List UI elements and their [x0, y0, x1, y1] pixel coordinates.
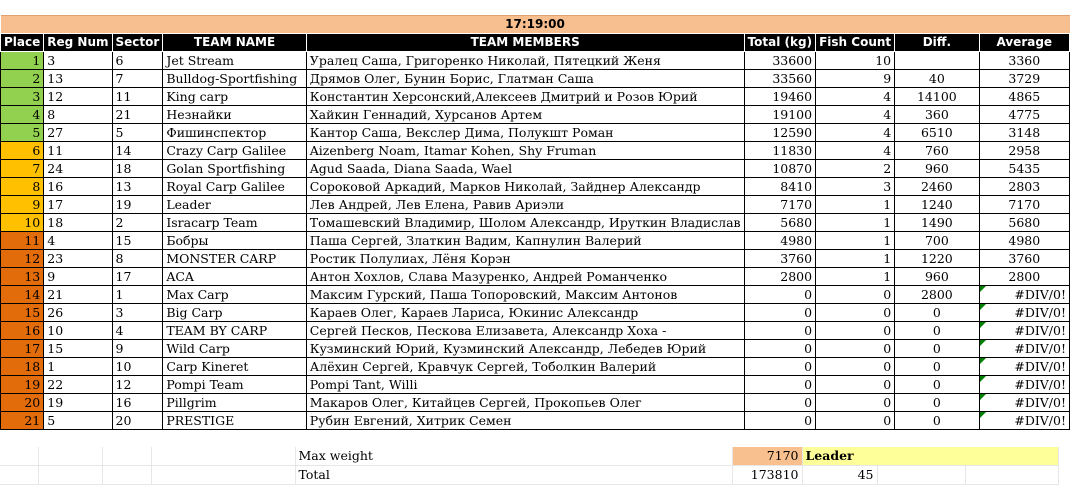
summary-table	[0, 447, 1059, 485]
total-cell[interactable]: 0	[744, 412, 816, 430]
fish-count-cell[interactable]: 1	[816, 196, 895, 214]
average-cell[interactable]	[979, 376, 1069, 394]
table-row	[1, 394, 1070, 412]
team-name-cell[interactable]: Carp Kineret	[163, 358, 306, 376]
sector-cell[interactable]: 14	[112, 142, 163, 160]
table-row	[1, 376, 1070, 394]
team-members-cell[interactable]: Караев Олег, Караев Лариса, Юкинис Александр	[306, 304, 744, 322]
average-cell[interactable]: 3360	[979, 52, 1069, 70]
total-cell[interactable]: 4980	[744, 232, 816, 250]
sector-cell[interactable]: 1	[112, 286, 163, 304]
diff-cell[interactable]: 0	[895, 322, 979, 340]
team-name-cell[interactable]: Isracarp Team	[163, 214, 306, 232]
empty-cell[interactable]	[877, 466, 965, 485]
team-members-cell[interactable]: Уралец Саша, Григоренко Николай, Пятецкий Женя	[306, 52, 744, 70]
error-indicator-icon	[980, 322, 986, 328]
average-cell[interactable]: 2803	[979, 178, 1069, 196]
leader-label[interactable]: Leader	[802, 447, 1058, 466]
sector-cell[interactable]: 18	[112, 160, 163, 178]
team-members-cell[interactable]: Дрямов Олег, Бунин Борис, Глатман Саша	[306, 70, 744, 88]
place-cell[interactable]: 2	[1, 70, 44, 88]
reg-num-cell[interactable]: 3	[44, 52, 112, 70]
diff-cell[interactable]: 0	[895, 376, 979, 394]
sector-cell[interactable]: 13	[112, 178, 163, 196]
team-name-cell[interactable]: King carp	[163, 88, 306, 106]
diff-cell[interactable]	[895, 52, 979, 70]
total-cell[interactable]: 33600	[744, 52, 816, 70]
reg-num-cell[interactable]: 12	[44, 88, 112, 106]
error-indicator-icon	[980, 376, 986, 382]
team-name-cell[interactable]: PRESTIGE	[163, 412, 306, 430]
average-cell[interactable]	[979, 322, 1069, 340]
diff-cell[interactable]: 2800	[895, 286, 979, 304]
sector-cell[interactable]: 17	[112, 268, 163, 286]
fish-count-cell[interactable]: 4	[816, 88, 895, 106]
team-name-cell[interactable]: Wild Carp	[163, 340, 306, 358]
total-cell[interactable]: 0	[744, 394, 816, 412]
sector-cell[interactable]: 21	[112, 106, 163, 124]
fish-count-cell[interactable]: 1	[816, 232, 895, 250]
average-cell[interactable]: 5680	[979, 214, 1069, 232]
total-cell[interactable]: 0	[744, 340, 816, 358]
diff-cell[interactable]: 40	[895, 70, 979, 88]
team-name-cell[interactable]: MONSTER CARP	[163, 250, 306, 268]
team-members-cell[interactable]: Хайкин Геннадий, Хурсанов Артем	[306, 106, 744, 124]
reg-num-cell[interactable]: 24	[44, 160, 112, 178]
team-name-cell[interactable]: Pompi Team	[163, 376, 306, 394]
place-cell[interactable]: 14	[1, 286, 44, 304]
sector-cell[interactable]: 11	[112, 88, 163, 106]
average-cell[interactable]: 4980	[979, 232, 1069, 250]
total-cell[interactable]: 5680	[744, 214, 816, 232]
average-cell[interactable]: 5435	[979, 160, 1069, 178]
diff-cell[interactable]: 0	[895, 340, 979, 358]
team-members-cell[interactable]: Алёхин Сергей, Кравчук Сергей, Тоболкин Валерий	[306, 358, 744, 376]
place-cell[interactable]: 8	[1, 178, 44, 196]
place-cell[interactable]: 15	[1, 304, 44, 322]
table-row	[1, 88, 1070, 106]
table-row	[1, 250, 1070, 268]
fish-count-cell[interactable]: 0	[816, 286, 895, 304]
reg-num-cell[interactable]: 9	[44, 268, 112, 286]
average-cell[interactable]	[979, 286, 1069, 304]
error-indicator-icon	[980, 394, 986, 400]
total-cell[interactable]: 12590	[744, 124, 816, 142]
place-cell[interactable]: 18	[1, 358, 44, 376]
team-members-cell[interactable]: Кузминский Юрий, Кузминский Александр, Лебедев Юрий	[306, 340, 744, 358]
fish-count-cell[interactable]: 0	[816, 340, 895, 358]
place-cell[interactable]: 5	[1, 124, 44, 142]
results-table	[0, 15, 1070, 430]
reg-num-cell[interactable]: 5	[44, 412, 112, 430]
team-name-cell[interactable]: Golan Sportfishing	[163, 160, 306, 178]
header-total[interactable]: Total (kg)	[744, 34, 816, 52]
place-cell[interactable]: 21	[1, 412, 44, 430]
sector-cell[interactable]: 6	[112, 52, 163, 70]
team-members-cell[interactable]: Сороковой Аркадий, Марков Николай, Зайднер Александр	[306, 178, 744, 196]
team-members-cell[interactable]: Константин Херсонский,Алексеев Дмитрий и Розов Юрий	[306, 88, 744, 106]
diff-cell[interactable]: 0	[895, 304, 979, 322]
table-row	[1, 340, 1070, 358]
team-name-cell[interactable]: Crazy Carp Galilee	[163, 142, 306, 160]
fish-count-cell[interactable]: 10	[816, 52, 895, 70]
fish-count-cell[interactable]: 4	[816, 124, 895, 142]
reg-num-cell[interactable]: 27	[44, 124, 112, 142]
average-text: #DIV/0!	[1014, 323, 1066, 338]
sector-cell[interactable]: 8	[112, 250, 163, 268]
team-name-cell[interactable]: Bulldog-Sportfishing	[163, 70, 306, 88]
average-text: #DIV/0!	[1014, 395, 1066, 410]
reg-num-cell[interactable]: 16	[44, 178, 112, 196]
sector-cell[interactable]: 10	[112, 358, 163, 376]
reg-num-cell[interactable]: 13	[44, 70, 112, 88]
average-cell[interactable]: 2800	[979, 268, 1069, 286]
fish-count-cell[interactable]: 3	[816, 178, 895, 196]
place-cell[interactable]: 16	[1, 322, 44, 340]
sector-cell[interactable]: 20	[112, 412, 163, 430]
total-cell[interactable]: 19460	[744, 88, 816, 106]
fish-count-cell[interactable]: 9	[816, 70, 895, 88]
team-members-cell[interactable]: Максим Гурский, Паша Топоровский, Максим Антонов	[306, 286, 744, 304]
place-cell[interactable]: 19	[1, 376, 44, 394]
empty-cell[interactable]	[38, 447, 102, 466]
place-cell[interactable]: 12	[1, 250, 44, 268]
place-cell[interactable]: 13	[1, 268, 44, 286]
team-members-cell[interactable]: Томашевский Владимир, Шолом Александр, Ируткин Владислав	[306, 214, 744, 232]
total-fish[interactable]: 45	[802, 466, 877, 485]
clock-row	[1, 16, 1070, 34]
team-name-cell[interactable]: Max Carp	[163, 286, 306, 304]
average-cell[interactable]	[979, 340, 1069, 358]
table-row	[1, 70, 1070, 88]
table-row	[1, 268, 1070, 286]
empty-cell[interactable]	[102, 466, 151, 485]
average-text: #DIV/0!	[1014, 359, 1066, 374]
total-cell[interactable]: 33560	[744, 70, 816, 88]
header-row	[1, 34, 1070, 52]
sector-cell[interactable]: 9	[112, 340, 163, 358]
header-fish-count[interactable]: Fish Count	[816, 34, 895, 52]
reg-num-cell[interactable]: 19	[44, 394, 112, 412]
sector-cell[interactable]: 5	[112, 124, 163, 142]
fish-count-cell[interactable]: 4	[816, 106, 895, 124]
place-cell[interactable]: 1	[1, 52, 44, 70]
total-value[interactable]: 173810	[732, 466, 802, 485]
error-indicator-icon	[980, 340, 986, 346]
place-cell[interactable]: 3	[1, 88, 44, 106]
header-diff[interactable]: Diff.	[895, 34, 979, 52]
average-cell[interactable]: 3760	[979, 250, 1069, 268]
average-text: #DIV/0!	[1014, 341, 1066, 356]
average-cell[interactable]	[979, 358, 1069, 376]
reg-num-cell[interactable]: 8	[44, 106, 112, 124]
table-row	[1, 52, 1070, 70]
team-name-cell[interactable]: Pillgrim	[163, 394, 306, 412]
team-members-cell[interactable]: Паша Сергей, Златкин Вадим, Капнулин Валерий	[306, 232, 744, 250]
team-name-cell[interactable]: Big Carp	[163, 304, 306, 322]
diff-cell[interactable]: 6510	[895, 124, 979, 142]
team-members-cell[interactable]: Антон Хохлов, Слава Мазуренко, Андрей Романченко	[306, 268, 744, 286]
table-row	[1, 322, 1070, 340]
table-row	[1, 304, 1070, 322]
max-weight-value[interactable]: 7170	[732, 447, 802, 466]
table-row	[1, 358, 1070, 376]
reg-num-cell[interactable]: 15	[44, 340, 112, 358]
average-cell[interactable]: 4865	[979, 88, 1069, 106]
sector-cell[interactable]: 4	[112, 322, 163, 340]
average-text: #DIV/0!	[1014, 377, 1066, 392]
total-cell[interactable]: 7170	[744, 196, 816, 214]
header-team-members[interactable]: TEAM MEMBERS	[306, 34, 744, 52]
total-cell[interactable]: 0	[744, 286, 816, 304]
sector-cell[interactable]: 19	[112, 196, 163, 214]
team-name-cell[interactable]: Jet Stream	[163, 52, 306, 70]
table-row	[1, 160, 1070, 178]
reg-num-cell[interactable]: 22	[44, 376, 112, 394]
fish-count-cell[interactable]: 1	[816, 268, 895, 286]
team-name-cell[interactable]: Незнайки	[163, 106, 306, 124]
diff-cell[interactable]: 700	[895, 232, 979, 250]
header-place[interactable]: Place	[1, 34, 44, 52]
place-cell[interactable]: 11	[1, 232, 44, 250]
team-members-cell[interactable]: Pompi Tant, Willi	[306, 376, 744, 394]
fish-count-cell[interactable]: 0	[816, 358, 895, 376]
team-members-cell[interactable]: Ростик Полулиах, Лёня Корэн	[306, 250, 744, 268]
header-reg-num[interactable]: Reg Num	[44, 34, 112, 52]
empty-cell[interactable]	[38, 466, 102, 485]
average-text: #DIV/0!	[1014, 287, 1066, 302]
team-members-cell[interactable]: Макаров Олег, Китайцев Сергей, Прокопьев Олег	[306, 394, 744, 412]
diff-cell[interactable]: 960	[895, 268, 979, 286]
fish-count-cell[interactable]: 4	[816, 142, 895, 160]
diff-cell[interactable]: 0	[895, 358, 979, 376]
empty-cell[interactable]	[151, 466, 295, 485]
fish-count-cell[interactable]: 0	[816, 394, 895, 412]
average-cell[interactable]: 3729	[979, 70, 1069, 88]
average-cell[interactable]: 4775	[979, 106, 1069, 124]
team-name-cell[interactable]: Фишинспектор	[163, 124, 306, 142]
place-cell[interactable]: 4	[1, 106, 44, 124]
sector-cell[interactable]: 12	[112, 376, 163, 394]
reg-num-cell[interactable]: 18	[44, 214, 112, 232]
clock-cell[interactable]: 17:19:00	[1, 16, 1070, 34]
fish-count-cell[interactable]: 0	[816, 304, 895, 322]
sector-cell[interactable]: 15	[112, 232, 163, 250]
diff-cell[interactable]: 760	[895, 142, 979, 160]
team-name-cell[interactable]: ACA	[163, 268, 306, 286]
average-cell[interactable]	[979, 394, 1069, 412]
fish-count-cell[interactable]: 1	[816, 214, 895, 232]
diff-cell[interactable]: 14100	[895, 88, 979, 106]
total-cell[interactable]: 3760	[744, 250, 816, 268]
team-name-cell[interactable]: Royal Carp Galilee	[163, 178, 306, 196]
diff-cell[interactable]: 0	[895, 394, 979, 412]
diff-cell[interactable]: 0	[895, 412, 979, 430]
total-label[interactable]: Total	[295, 466, 732, 485]
empty-cell[interactable]	[102, 447, 151, 466]
sector-cell[interactable]: 16	[112, 394, 163, 412]
total-cell[interactable]: 2800	[744, 268, 816, 286]
team-members-cell[interactable]: Aizenberg Noam, Itamar Kohen, Shy Fruman	[306, 142, 744, 160]
average-cell[interactable]: 2958	[979, 142, 1069, 160]
total-cell[interactable]: 19100	[744, 106, 816, 124]
reg-num-cell[interactable]: 11	[44, 142, 112, 160]
fish-count-cell[interactable]: 0	[816, 322, 895, 340]
diff-cell[interactable]: 1220	[895, 250, 979, 268]
error-indicator-icon	[980, 286, 986, 292]
table-row	[1, 142, 1070, 160]
team-name-cell[interactable]: TEAM BY CARP	[163, 322, 306, 340]
reg-num-cell[interactable]: 17	[44, 196, 112, 214]
diff-cell[interactable]: 2460	[895, 178, 979, 196]
fish-count-cell[interactable]: 2	[816, 160, 895, 178]
total-cell[interactable]: 10870	[744, 160, 816, 178]
average-text: #DIV/0!	[1014, 413, 1066, 428]
team-members-cell[interactable]: Рубин Евгений, Хитрик Семен	[306, 412, 744, 430]
place-cell[interactable]: 9	[1, 196, 44, 214]
average-cell[interactable]	[979, 304, 1069, 322]
table-row	[1, 106, 1070, 124]
average-text: #DIV/0!	[1014, 305, 1066, 320]
team-name-cell[interactable]: Бобры	[163, 232, 306, 250]
error-indicator-icon	[980, 412, 986, 418]
header-sector[interactable]: Sector	[112, 34, 163, 52]
average-cell[interactable]: 3148	[979, 124, 1069, 142]
reg-num-cell[interactable]: 26	[44, 304, 112, 322]
average-cell[interactable]: 7170	[979, 196, 1069, 214]
total-cell[interactable]: 11830	[744, 142, 816, 160]
diff-cell[interactable]: 360	[895, 106, 979, 124]
empty-cell[interactable]	[151, 447, 295, 466]
empty-cell[interactable]	[0, 447, 38, 466]
place-cell[interactable]: 6	[1, 142, 44, 160]
reg-num-cell[interactable]: 10	[44, 322, 112, 340]
reg-num-cell[interactable]: 23	[44, 250, 112, 268]
total-cell[interactable]: 0	[744, 322, 816, 340]
total-cell[interactable]: 0	[744, 304, 816, 322]
diff-cell[interactable]: 1490	[895, 214, 979, 232]
team-name-cell[interactable]: Leader	[163, 196, 306, 214]
team-members-cell[interactable]: Agud Saada, Diana Saada, Wael	[306, 160, 744, 178]
fish-count-cell[interactable]: 0	[816, 376, 895, 394]
reg-num-cell[interactable]: 21	[44, 286, 112, 304]
table-row	[1, 286, 1070, 304]
empty-cell[interactable]	[0, 466, 38, 485]
sector-cell[interactable]: 2	[112, 214, 163, 232]
place-cell[interactable]: 10	[1, 214, 44, 232]
table-row	[1, 178, 1070, 196]
diff-cell[interactable]: 960	[895, 160, 979, 178]
team-members-cell[interactable]: Сергей Песков, Пескова Елизавета, Александр Хоха -	[306, 322, 744, 340]
max-weight-label[interactable]: Max weight	[295, 447, 732, 466]
sector-cell[interactable]: 3	[112, 304, 163, 322]
place-cell[interactable]: 17	[1, 340, 44, 358]
header-team-name[interactable]: TEAM NAME	[163, 34, 306, 52]
header-average[interactable]: Average	[979, 34, 1069, 52]
team-members-cell[interactable]: Кантор Саша, Векслер Дима, Полукшт Роман	[306, 124, 744, 142]
total-row	[0, 466, 1058, 485]
average-cell[interactable]	[979, 412, 1069, 430]
sector-cell[interactable]: 7	[112, 70, 163, 88]
total-cell[interactable]: 0	[744, 358, 816, 376]
table-row	[1, 412, 1070, 430]
error-indicator-icon	[980, 358, 986, 364]
empty-cell[interactable]	[965, 466, 1058, 485]
fish-count-cell[interactable]: 0	[816, 412, 895, 430]
max-weight-row	[0, 447, 1058, 466]
reg-num-cell[interactable]: 4	[44, 232, 112, 250]
total-cell[interactable]: 8410	[744, 178, 816, 196]
reg-num-cell[interactable]: 1	[44, 358, 112, 376]
place-cell[interactable]: 7	[1, 160, 44, 178]
fish-count-cell[interactable]: 1	[816, 250, 895, 268]
total-cell[interactable]: 0	[744, 376, 816, 394]
error-indicator-icon	[980, 304, 986, 310]
table-row	[1, 124, 1070, 142]
table-row	[1, 214, 1070, 232]
team-members-cell[interactable]: Лев Андрей, Лев Елена, Равив Ариэли	[306, 196, 744, 214]
table-row	[1, 232, 1070, 250]
diff-cell[interactable]: 1240	[895, 196, 979, 214]
place-cell[interactable]: 20	[1, 394, 44, 412]
table-row	[1, 196, 1070, 214]
